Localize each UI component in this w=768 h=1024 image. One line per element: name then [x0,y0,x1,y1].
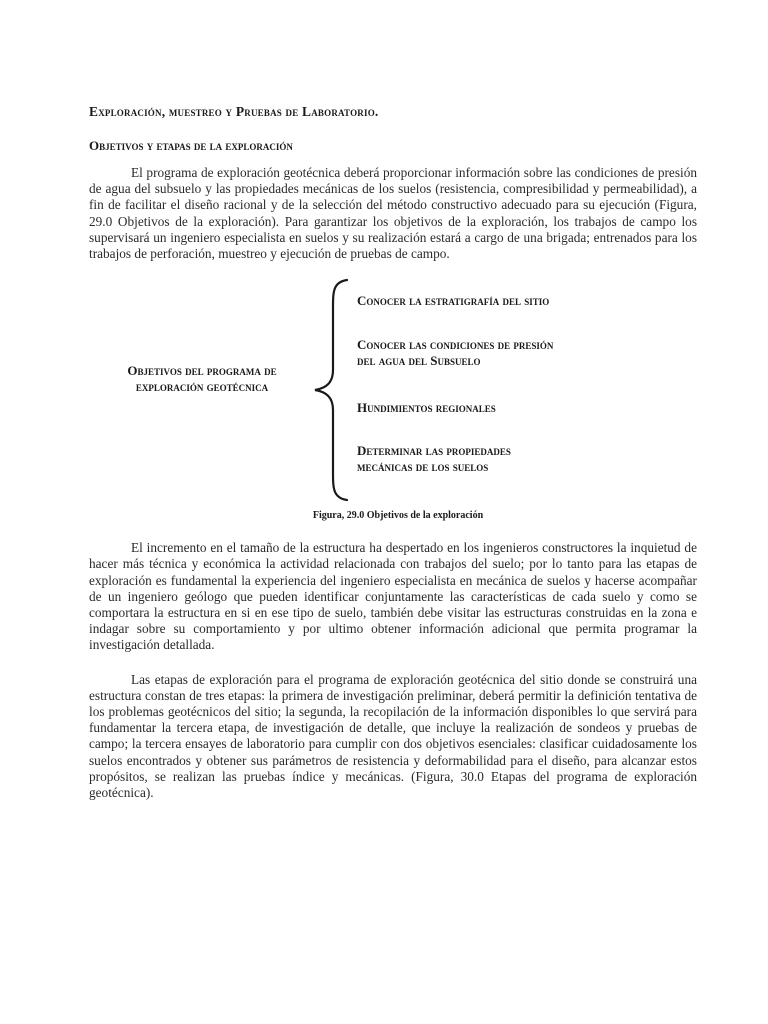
objective-item [357,400,647,416]
objective-item-line2: mecánicas de los suelos [357,459,489,475]
objective-item-line1: Conocer la estratigrafía del sitio [357,293,550,309]
objective-item-line1: Determinar las propiedades [357,443,511,459]
objective-item [357,337,647,369]
objective-item [357,293,647,309]
intro-paragraph: El programa de exploración geotécnica deberá proporcionar información sobre las condiciones de presión de agua del subsuelo y las propiedades mecánicas de los suelos (resistencia, compresibilidad y permeabilidad), a fin de facilitar el diseño racional y de la selección del método constructivo adecuado para su ejecución (Figura, 29.0 Objetivos de la exploración). Para garantizar los objetivos de la exploración, los trabajos de campo los supervisará un ingeniero especialista en suelos y su realización estará a cargo de una brigada; entrenados para los trabajos de perforación, muestreo y ejecución de pruebas de campo. [89,165,697,262]
objective-item-line1: Hundimientos regionales [357,400,496,416]
section-subtitle: Objetivos y etapas de la exploración [89,138,293,153]
objective-item-line2: del agua del Subsuelo [357,353,481,369]
objective-item [357,443,647,475]
diagram-root-label-line2: exploración geotécnica [135,379,269,395]
body-paragraph: Las etapas de exploración para el programa de exploración geotécnica del sitio donde se construirá una estructura constan de tres etapas: la primera de investigación preliminar, deberá permitir la definición tentativa de los problemas geotécnicos del sitio; la segunda, la recopilación de la información disponibles lo que servirá para fundamentar la tercera etapa, de investigación de detalle, que incluye la realización de sondeos y pruebas de campo; la tercera ensayes de laboratorio para cumplir con dos objetivos esenciales: clasificar cuidadosamente los suelos encontrados y obtener sus parámetros de resistencia y deformabilidad para el diseño, para alcanzar estos propósitos, se realizan las pruebas índice y mecánicas. (Figura, 30.0 Etapas del programa de exploración geotécnica). [89,671,697,801]
curly-brace-icon [311,278,351,502]
objective-item-line1: Conocer las condiciones de presión [357,337,554,353]
document-title: Exploración, muestreo y Pruebas de Laboratorio. [89,104,379,119]
figure-caption: Figura, 29.0 Objetivos de la exploración [312,510,484,522]
diagram-root-label-line1: Objetivos del programa de [127,363,277,379]
document-page [89,104,697,801]
diagram-root-label [107,363,297,395]
objectives-diagram [89,278,697,510]
body-paragraph: El incremento en el tamaño de la estructura ha despertado en los ingenieros constructores la inquietud de hacer más técnica y económica la actividad relacionada con trabajos del suelo; por lo tanto para las etapas de exploración es fundamental la experiencia del ingeniero especialista en mecánica de suelos y hacerse acompañar de un ingeniero geólogo que pueden identificar conjuntamente las características de cada suelo y como se comportara la estructura en si en ese tipo de suelo, también debe visitar las estructuras construidas en la zona e indagar sobre su comportamiento y por ultimo obtener información adicional que permita programar la investigación detallada. [89,540,697,653]
